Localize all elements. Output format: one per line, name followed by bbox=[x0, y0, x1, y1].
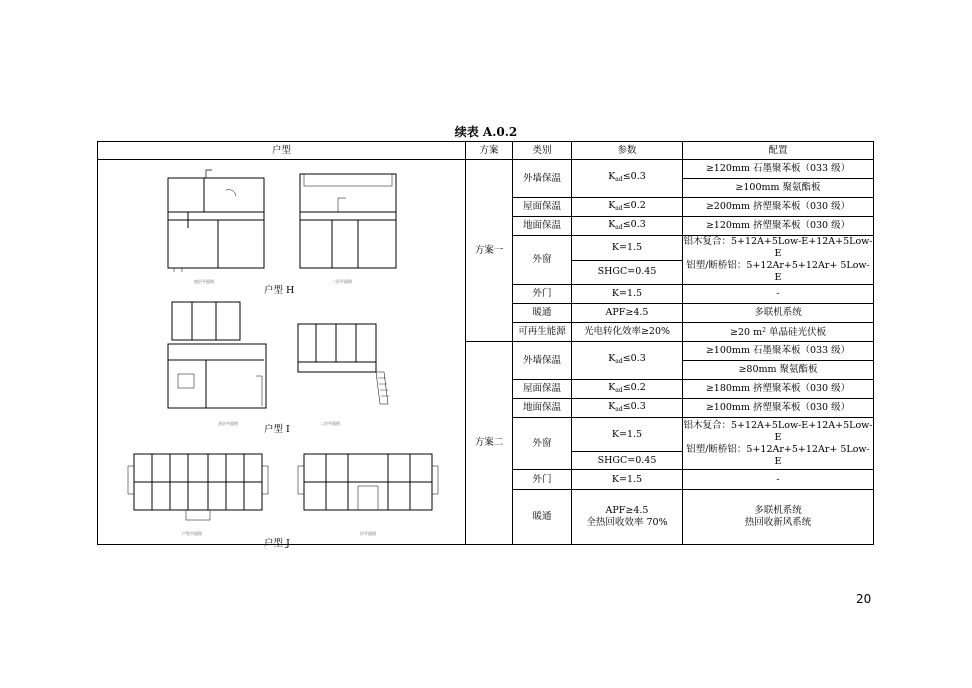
param-cell: K=1.5 bbox=[572, 470, 683, 490]
config-cell: - bbox=[683, 470, 874, 490]
config-cell: ≥120mm 石墨聚苯板（033 级） bbox=[683, 160, 874, 179]
param-cell: $K_{ad}\le 0.3$ bbox=[572, 399, 683, 418]
floor-plan-i-ground bbox=[166, 300, 270, 414]
config-cell: 多联机系统 bbox=[683, 304, 874, 323]
category-cell: 外墙保温 bbox=[513, 160, 572, 198]
config-cell: ≥20 $m^2$ 单晶硅光伏板 bbox=[683, 323, 874, 342]
config-cell: ≥120mm 挤塑聚苯板（030 级） bbox=[683, 217, 874, 236]
config-cell: ≥180mm 挤塑聚苯板（030 级） bbox=[683, 380, 874, 399]
category-cell: 暖通 bbox=[513, 304, 572, 323]
category-cell: 外窗 bbox=[513, 236, 572, 285]
floor-plan-j-ground bbox=[126, 442, 270, 526]
category-cell: 暖通 bbox=[513, 490, 572, 545]
plan-caption: 底层平面图 bbox=[194, 279, 214, 284]
category-cell: 外窗 bbox=[513, 418, 572, 470]
plan-caption: 二层平面图 bbox=[332, 279, 352, 284]
config-cell: ≥100mm 挤塑聚苯板（030 级） bbox=[683, 399, 874, 418]
config-cell: 多联机系统 热回收新风系统 bbox=[683, 490, 874, 545]
scheme-name: 方案一 bbox=[466, 160, 513, 342]
header-scheme: 方案 bbox=[466, 142, 513, 160]
category-cell: 屋面保温 bbox=[513, 380, 572, 399]
header-config: 配置 bbox=[683, 142, 874, 160]
floor-plan-h-second bbox=[298, 168, 398, 272]
config-cell: ≥100mm 石墨聚苯板（033 级） bbox=[683, 342, 874, 361]
param-cell: $K_{ad}\le 0.2$ bbox=[572, 380, 683, 399]
param-cell: $K_{ad}\le 0.3$ bbox=[572, 217, 683, 236]
table-header-row bbox=[98, 142, 874, 160]
param-cell: $K_{ad}\le 0.2$ bbox=[572, 198, 683, 217]
param-cell: K=1.5 bbox=[572, 285, 683, 304]
header-type: 户型 bbox=[98, 142, 466, 160]
param-cell: 光电转化效率≥20% bbox=[572, 323, 683, 342]
spec-table bbox=[97, 141, 874, 549]
config-cell: ≥200mm 挤塑聚苯板（030 级） bbox=[683, 198, 874, 217]
house-type-j-label: 户型 J bbox=[264, 538, 290, 549]
scheme-name: 方案二 bbox=[466, 342, 513, 545]
plan-caption: 户型平面图 bbox=[182, 531, 202, 536]
table-title: 续表 A.0.2 bbox=[454, 125, 518, 139]
header-param: 参数 bbox=[572, 142, 683, 160]
config-cell: ≥80mm 聚氨酯板 bbox=[683, 361, 874, 380]
param-cell: APF≥4.5 全热回收效率 70% bbox=[572, 490, 683, 545]
param-cell: APF≥4.5 bbox=[572, 304, 683, 323]
floor-plan-cell bbox=[98, 160, 466, 549]
config-cell: 铝木复合：5+12A+5Low-E+12A+5Low-E 铝塑/断桥铝：5+12Ar+5+12Ar+ 5Low-E bbox=[683, 236, 873, 283]
param-cell: K=1.5 bbox=[572, 236, 683, 261]
param-cell: $K_{ad}\le 0.3$ bbox=[572, 160, 683, 198]
config-cell: - bbox=[683, 285, 874, 304]
category-cell: 可再生能源 bbox=[513, 323, 572, 342]
param-cell: K=1.5 bbox=[572, 418, 683, 452]
category-cell: 外墙保温 bbox=[513, 342, 572, 380]
category-cell: 屋面保温 bbox=[513, 198, 572, 217]
floor-plan-h-ground bbox=[166, 168, 266, 272]
param-cell: SHGC=0.45 bbox=[572, 452, 683, 470]
house-type-i-label: 户型 I bbox=[264, 424, 290, 435]
category-cell: 外门 bbox=[513, 470, 572, 490]
page-number: 20 bbox=[856, 592, 872, 606]
category-cell: 外门 bbox=[513, 285, 572, 304]
house-type-h-label: 户型 H bbox=[264, 285, 295, 296]
table-row bbox=[98, 160, 874, 179]
param-cell: SHGC=0.45 bbox=[572, 260, 683, 285]
plan-caption: 首层平面图 bbox=[218, 421, 238, 426]
config-cell: ≥100mm 聚氨酯板 bbox=[683, 179, 874, 198]
floor-plan-j-second bbox=[296, 442, 440, 526]
category-cell: 地面保温 bbox=[513, 217, 572, 236]
config-cell: 铝木复合：5+12A+5Low-E+12A+5Low-E 铝塑/断桥铝：5+12Ar+5+12Ar+ 5Low-E bbox=[683, 418, 874, 470]
category-cell: 地面保温 bbox=[513, 399, 572, 418]
header-category: 类别 bbox=[513, 142, 572, 160]
param-cell: $K_{ad}\le 0.3$ bbox=[572, 342, 683, 380]
plan-caption: 层平面图 bbox=[360, 531, 376, 536]
floor-plan-i-second bbox=[296, 322, 392, 412]
plan-caption: 二层平面图 bbox=[320, 421, 340, 426]
